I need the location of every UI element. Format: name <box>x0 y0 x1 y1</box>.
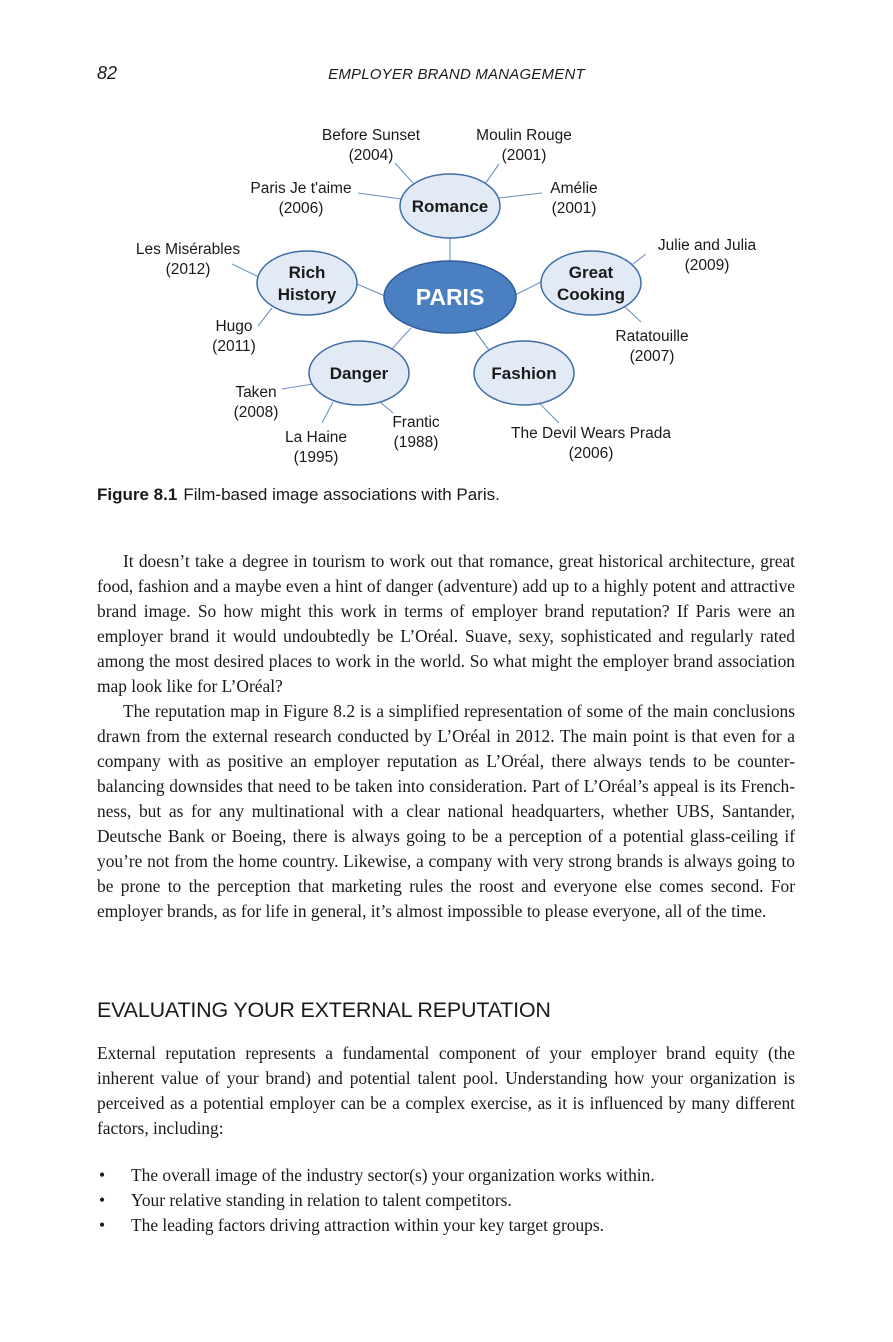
section-text <box>97 1041 795 1141</box>
figure-caption <box>97 485 500 505</box>
node-fashion-label: Fashion <box>491 364 557 383</box>
film-year: (2006) <box>278 200 324 217</box>
film-year: (2004) <box>348 147 394 164</box>
bullet-text: Your relative standing in relation to talent competitors. <box>131 1190 512 1210</box>
connector-center-rich-history <box>357 284 385 296</box>
film-title: Paris Je t'aime <box>250 180 352 197</box>
body-text <box>97 549 795 924</box>
connector-film <box>540 404 559 423</box>
bullet-text: The overall image of the industry sector(s) your organization works within. <box>131 1165 655 1185</box>
node-rich-history-label: Rich <box>288 263 326 282</box>
film-year: (2009) <box>684 257 730 274</box>
connector-film <box>499 193 542 198</box>
film-title: Taken <box>235 384 277 401</box>
section-paragraph: External reputation represents a fundamental component of your employer brand equity (the inherent value of your brand) and potential talent pool. Understanding how your organization is perceived as a potential employer can be a complex exercise, as it is influenced by many different factors, including: <box>97 1043 795 1138</box>
connector-film <box>485 164 499 184</box>
connector-film <box>633 254 646 264</box>
film-year: (1988) <box>393 434 439 451</box>
center-node-label: PARIS <box>415 284 485 310</box>
film-year: (2012) <box>165 261 211 278</box>
connector-film <box>322 402 333 423</box>
bullet-list <box>97 1163 795 1238</box>
node-danger-label: Danger <box>329 364 389 383</box>
film-title: Julie and Julia <box>657 237 757 254</box>
connector-film <box>232 264 261 278</box>
bullet-symbol: • <box>99 1215 106 1235</box>
node-great-cooking-label: Great <box>568 263 614 282</box>
connector-film <box>282 384 313 389</box>
node-rich-history-label: History <box>277 285 337 304</box>
film-title: Before Sunset <box>321 127 421 144</box>
film-title: La Haine <box>284 429 348 446</box>
node-romance-label: Romance <box>411 197 489 216</box>
film-year: (2008) <box>233 404 279 421</box>
film-title: Les Misérables <box>135 241 241 258</box>
film-title: The Devil Wears Prada <box>511 425 671 442</box>
connector-center-danger <box>391 328 411 350</box>
page-number: 82 <box>97 63 118 83</box>
connector-film <box>380 402 393 413</box>
film-year: (2007) <box>629 348 675 365</box>
film-title: Amélie <box>550 180 598 197</box>
bullet-symbol: • <box>99 1165 106 1185</box>
bullet-item <box>97 1213 795 1238</box>
node-great-cooking <box>541 251 641 315</box>
connector-film <box>358 193 401 199</box>
paris-association-diagram <box>0 110 893 480</box>
figure-caption-label: Figure 8.1 <box>97 485 178 504</box>
figure-caption-text: Film-based image associations with Paris. <box>183 485 500 504</box>
body-paragraph: It doesn’t take a degree in tourism to work out that romance, great historical architecture, great food, fashion and a maybe even a hint of danger (adventure) add up to a highly potent and attractive brand image. So how might this work in terms of employer brand reputation? If Paris were an employer brand it would undoubtedly be L’Oréal. Suave, sexy, sophisticated and regularly rated among the most desired places to work in the world. So what might the employer brand association map look like for L’Oréal? <box>97 551 795 696</box>
film-title: Hugo <box>215 318 253 335</box>
film-year: (1995) <box>293 449 339 466</box>
bullet-text: The leading factors driving attraction within your key target groups. <box>131 1215 604 1235</box>
node-great-cooking-label: Cooking <box>557 285 625 304</box>
film-year: (2001) <box>551 200 597 217</box>
film-title: Moulin Rouge <box>476 127 572 144</box>
connector-film <box>258 308 272 326</box>
node-rich-history <box>257 251 357 315</box>
section-heading: EVALUATING YOUR EXTERNAL REPUTATION <box>97 998 551 1022</box>
connector-center-fashion <box>475 331 489 350</box>
film-title: Ratatouille <box>615 328 689 345</box>
film-title: Frantic <box>392 414 440 431</box>
connector-film <box>624 306 641 322</box>
body-paragraph: The reputation map in Figure 8.2 is a simplified representation of some of the main conclusions drawn from the external research conducted by L’Oréal in 2012. The main point is that even for a company with as positive an employer reputation as L’Oréal, there always tends to be counter-balancing downsides that need to be taken into consideration. Part of L’Oréal’s appeal is its French-ness, but as for any multinational with a clear national headquarters, whether UBS, Santander, Deutsche Bank or Boeing, there is always going to be a perception of a potential glass-ceiling if you’re not from the home country. Likewise, a company with very strong brands is always going to be prone to the perception that marketing rules the roost and everyone else comes second. For employer brands, as for life in general, it’s almost impossible to please everyone, all of the time. <box>97 701 795 921</box>
running-title: EMPLOYER BRAND MANAGEMENT <box>328 66 585 83</box>
film-year: (2006) <box>568 445 614 462</box>
film-year: (2011) <box>212 338 256 355</box>
film-year: (2001) <box>501 147 547 164</box>
bullet-symbol: • <box>99 1190 106 1210</box>
connector-film <box>395 163 413 183</box>
connector-center-great-cooking <box>515 282 541 295</box>
bullet-item <box>97 1188 795 1213</box>
bullet-item <box>97 1163 795 1188</box>
